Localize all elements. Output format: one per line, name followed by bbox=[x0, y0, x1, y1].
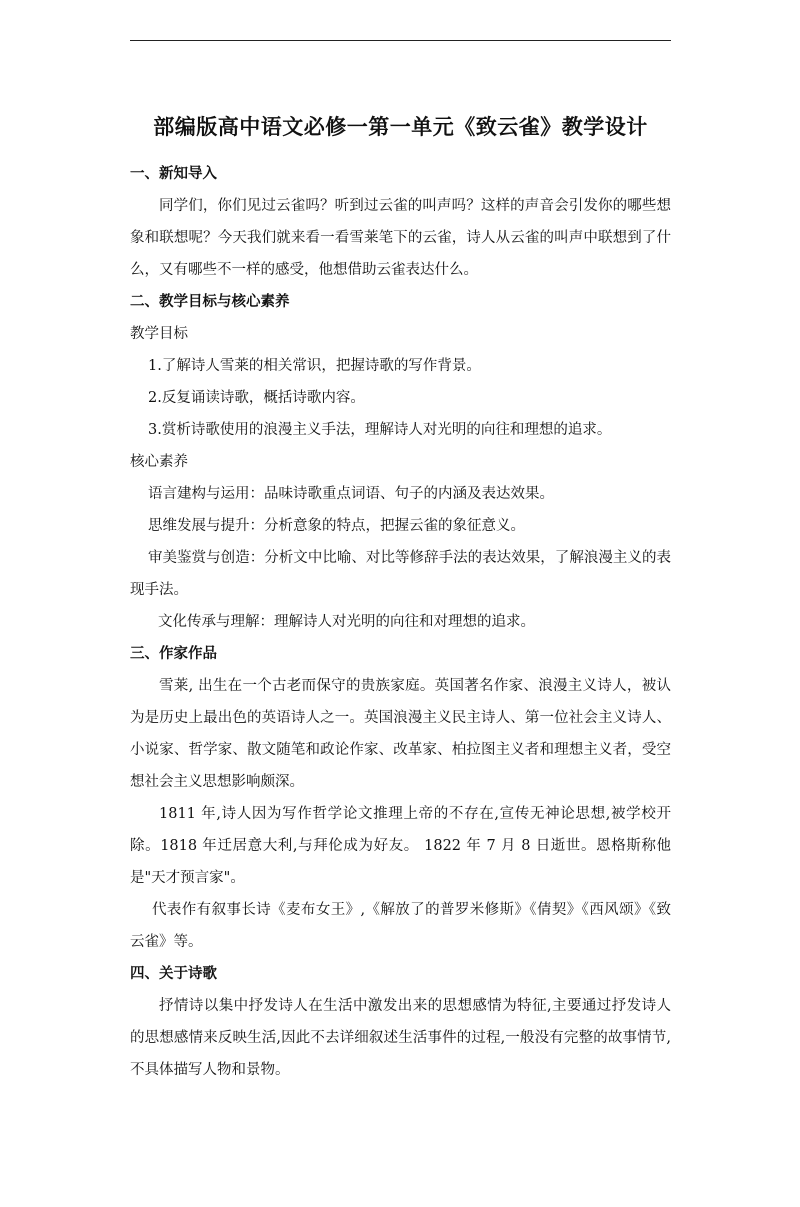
core-label: 核心素养 bbox=[130, 454, 188, 470]
section-heading-goals: 二、教学目标与核心素养 bbox=[130, 294, 290, 310]
header-rule bbox=[130, 40, 671, 41]
core-item: 思维发展与提升：分析意象的特点，把握云雀的象征意义。 bbox=[148, 518, 525, 534]
section-heading-author: 三、作家作品 bbox=[130, 646, 217, 662]
core-item: 文化传承与理解：理解诗人对光明的向往和对理想的追求。 bbox=[158, 614, 535, 630]
author-paragraph: 1811 年,诗人因为写作哲学论文推理上帝的不存在,宣传无神论思想,被学校开除。1818 年迁居意大利,与拜伦成为好友。 1822 年 7 月 8 日逝世。恩格斯称他是"天才预言家"。 bbox=[130, 806, 671, 886]
goal-item: 2.反复诵读诗歌，概括诗歌内容。 bbox=[148, 390, 365, 406]
author-paragraph: 代表作有叙事长诗《麦布女王》,《解放了的普罗米修斯》《倩契》《西风颂》《致云雀》等。 bbox=[130, 902, 671, 950]
core-item: 审美鉴赏与创造：分析文中比喻、对比等修辞手法的表达效果，了解浪漫主义的表现手法。 bbox=[130, 550, 671, 598]
document-body bbox=[130, 158, 671, 1086]
document-title: 部编版高中语文必修一第一单元《致云雀》教学设计 bbox=[153, 115, 648, 139]
author-paragraph: 雪莱, 出生在一个古老而保守的贵族家庭。英国著名作家、浪漫主义诗人，被认为是历史上最出色的英语诗人之一。英国浪漫主义民主诗人、第一位社会主义诗人、小说家、哲学家、散文随笔和政论作家、改革家、柏拉图主义者和理想主义者，受空想社会主义思想影响颇深。 bbox=[130, 678, 671, 790]
core-item: 语言建构与运用：品味诗歌重点词语、句子的内涵及表达效果。 bbox=[148, 486, 554, 502]
goal-item: 3.赏析诗歌使用的浪漫主义手法，理解诗人对光明的向往和理想的追求。 bbox=[148, 422, 612, 438]
goal-item: 1.了解诗人雪莱的相关常识，把握诗歌的写作背景。 bbox=[148, 358, 481, 374]
poetry-paragraph: 抒情诗以集中抒发诗人在生活中激发出来的思想感情为特征,主要通过抒发诗人的思想感情来反映生活,因此不去详细叙述生活事件的过程,一般没有完整的故事情节,不具体描写人物和景物。 bbox=[130, 998, 671, 1078]
goals-label: 教学目标 bbox=[130, 326, 188, 342]
intro-paragraph: 同学们，你们见过云雀吗？听到过云雀的叫声吗？这样的声音会引发你的哪些想象和联想呢？今天我们就来看一看雪莱笔下的云雀，诗人从云雀的叫声中联想到了什么，又有哪些不一样的感受，他想借助云雀表达什么。 bbox=[130, 198, 671, 278]
section-heading-intro: 一、新知导入 bbox=[130, 166, 217, 182]
section-heading-poetry: 四、关于诗歌 bbox=[130, 966, 217, 982]
